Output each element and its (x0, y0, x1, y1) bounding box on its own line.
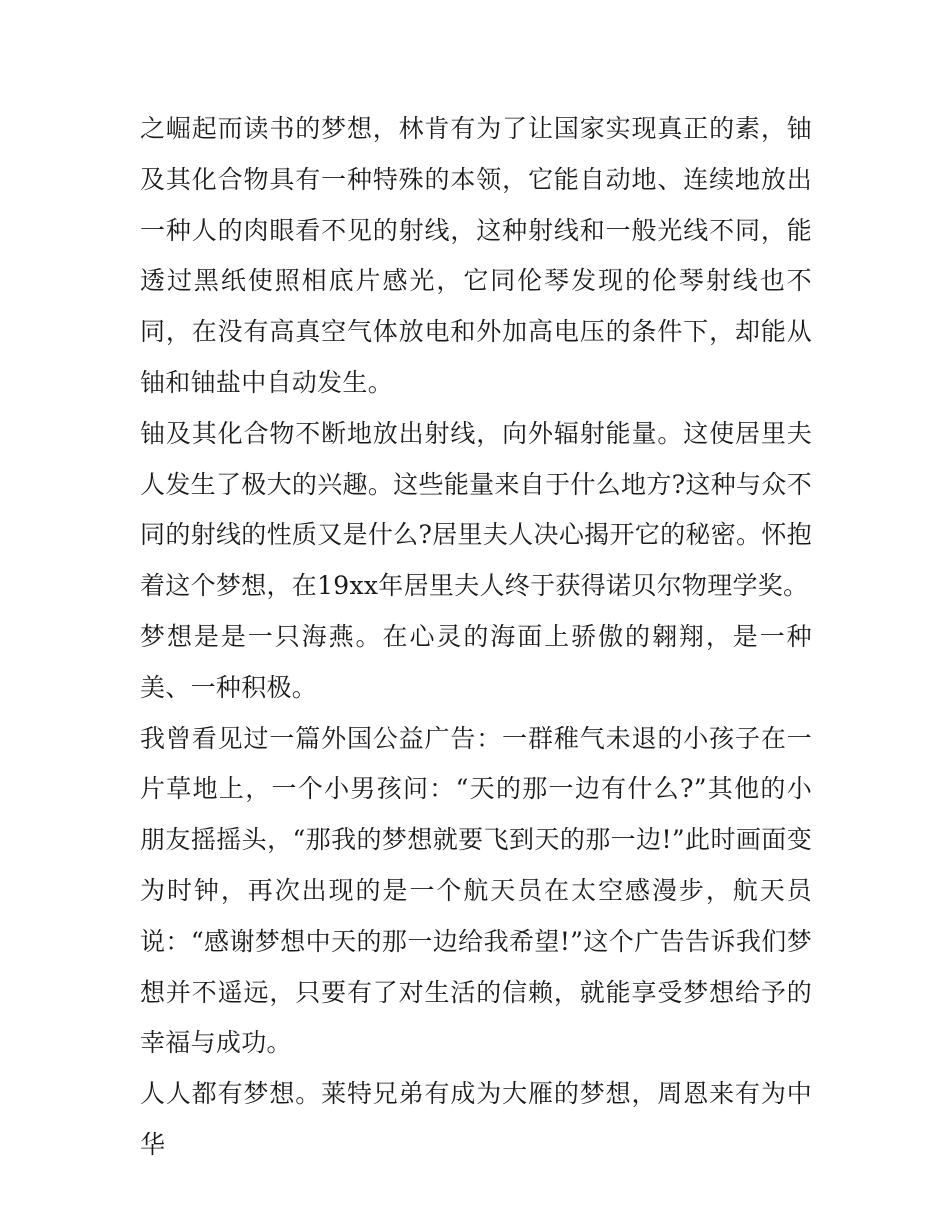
paragraph-4: 我曾看见过一篇外国公益广告：一群稚气未退的小孩子在一片草地上，一个小男孩问：“天的那一边有什么?”其他的小朋友摇摇头，“那我的梦想就要飞到天的那一边!”此时画面变为时钟，再次出现的是一个航天员在太空感漫步，航天员说：“感谢梦想中天的那一边给我希望!”这个广告告诉我们梦想并不遥远，只要有了对生活的信赖，就能享受梦想给予的幸福与成功。 (140, 723, 812, 1058)
paragraph-5: 人人都有梦想。莱特兄弟有成为大雁的梦想，周恩来有为中华 (140, 1079, 812, 1159)
paragraph-3: 梦想是是一只海燕。在心灵的海面上骄傲的翱翔，是一种美、一种积极。 (140, 621, 812, 702)
paragraph-2: 铀及其化合物不断地放出射线，向外辐射能量。这使居里夫人发生了极大的兴趣。这些能量来自于什么地方?这种与众不同的射线的性质又是什么?居里夫人决心揭开它的秘密。怀抱着这个梦想，在19xx年居里夫人终于获得诺贝尔物理学奖。 (140, 418, 812, 601)
document-body (140, 104, 812, 1171)
paragraph-1: 之崛起而读书的梦想，林肯有为了让国家实现真正的素，铀及其化合物具有一种特殊的本领，它能自动地、连续地放出一种人的肉眼看不见的射线，这种射线和一般光线不同，能透过黑纸使照相底片感光，它同伦琴发现的伦琴射线也不同，在没有高真空气体放电和外加高电压的条件下，却能从铀和铀盐中自动发生。 (140, 114, 812, 397)
